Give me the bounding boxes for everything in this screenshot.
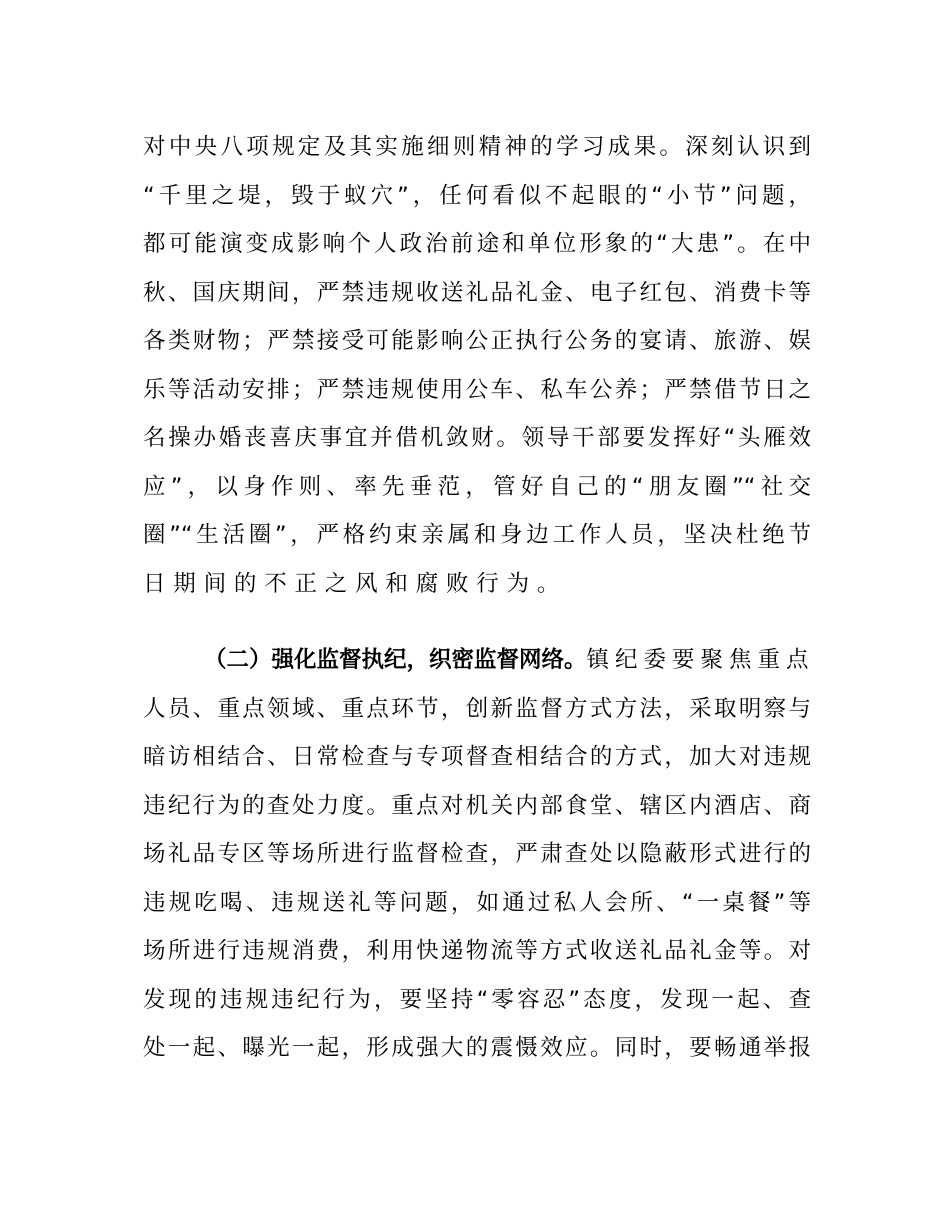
text-line: “千里之堤，毁于蚁穴”，任何看似不起眼的“小节”问题， (143, 182, 811, 209)
paragraph-1 (143, 123, 811, 608)
text-line: 违规吃喝、违规送礼等问题，如通过私人会所、“一桌餐”等 (143, 889, 811, 916)
text-line: 秋、国庆期间，严禁违规收送礼品礼金、电子红包、消费卡等 (143, 279, 811, 306)
text-line: 违纪行为的查处力度。重点对机关内部食堂、辖区内酒店、商 (143, 792, 811, 819)
text-line: 处一起、曝光一起，形成强大的震慑效应。同时，要畅通举报 (143, 1035, 811, 1061)
paragraph-2 (143, 636, 815, 1073)
text-line: 场所进行违规消费，利用快递物流等方式收送礼品礼金等。对 (143, 938, 811, 964)
text-line: 乐等活动安排；严禁违规使用公车、私车公养；严禁借节日之 (143, 376, 811, 403)
text-line: 都可能演变成影响个人政治前途和单位形象的“大患”。在中 (143, 231, 811, 257)
text-line-first (143, 636, 815, 685)
text-line: 对中央八项规定及其实施细则精神的学习成果。深刻认识到 (143, 134, 811, 160)
text-line: 各类财物；严禁接受可能影响公正执行公务的宴请、旅游、娱 (143, 328, 811, 354)
text-line: 暗访相结合、日常检查与专项督查相结合的方式，加大对违规 (143, 744, 811, 770)
text-line: 圈”“生活圈”，严格约束亲属和身边工作人员，坚决杜绝节 (143, 522, 811, 548)
text-span: 镇纪委要聚焦重点 (586, 647, 815, 673)
text-line: 日期间的不正之风和腐败行为。 (143, 570, 568, 597)
text-line: 发现的违规违纪行为，要坚持“零容忍”态度，发现一起、查 (143, 986, 811, 1013)
text-line: 名操办婚丧喜庆事宜并借机敛财。领导干部要发挥好“头雁效 (143, 425, 811, 451)
text-line: 应”，以身作则、率先垂范，管好自己的“朋友圈”“社交 (143, 473, 811, 500)
section-heading: （二）强化监督执纪，织密监督网络。 (204, 647, 587, 673)
text-line: 人员、重点领域、重点环节，创新监督方式方法，采取明察与 (143, 695, 811, 722)
text-line: 场礼品专区等场所进行监督检查，严肃查处以隐蔽形式进行的 (143, 841, 811, 867)
